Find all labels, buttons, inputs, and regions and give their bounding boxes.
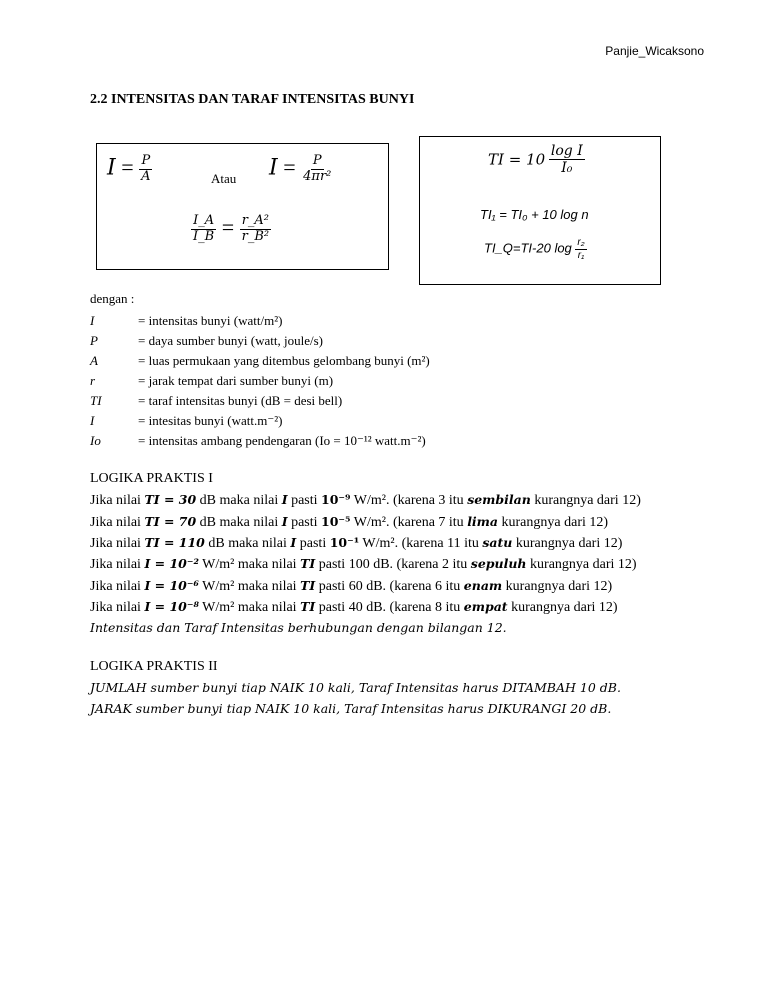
numerator-p: P	[141, 153, 151, 168]
denominator-ib: I_B	[193, 228, 215, 244]
logika1-line: Jika nilai I = 10⁻² W/m² maka nilai TI pasti 100 dB. (karena 2 itu sepuluh kurangnya dari 12)	[90, 556, 637, 572]
denominator-a: A	[141, 168, 151, 184]
numerator-ia: I_A	[193, 213, 215, 228]
logika1-line: Jika nilai TI = 30 dB maka nilai I pasti 10⁻⁹ W/m². (karena 3 itu sembilan kurangnya dari 12)	[90, 492, 641, 508]
numerator-p: P	[312, 153, 322, 168]
formula-ratio-ia-ib: $\frac{I\_A}{I\_B}$ = $\frac{\text{r\_A²}}{\text{r\_B²}}$	[193, 213, 270, 244]
logika1-line: Jika nilai TI = 70 dB maka nilai I pasti 10⁻⁵ W/m². (karena 7 itu lima kurangnya dari 12)	[90, 514, 609, 530]
logika2-title: LOGIKA PRAKTIS II	[90, 659, 218, 674]
denominator-i0: I₀	[561, 160, 573, 177]
numerator-log-i: log I	[550, 143, 583, 159]
logika1-line: Jika nilai TI = 110 dB maka nilai I pasti 10⁻¹ W/m². (karena 11 itu satu kurangnya dari 12)	[90, 535, 623, 551]
formula-i-equals-p-over-4pir2: I = $\frac{P}{\text{4πr²}}$	[269, 153, 332, 184]
formula-box-intensity	[96, 143, 389, 270]
denominator-r1: r₁	[577, 249, 585, 261]
formula-tiq: TI_Q=TI-20 log $\frac{\text{r₂}}{\text{r₁}}$	[484, 237, 585, 261]
logika1-conclusion: Intensitas dan Taraf Intensitas berhubungan dengan bilangan 12.	[90, 620, 507, 635]
numerator-ra2: r_A²	[241, 213, 270, 228]
logika2-line-jumlah: JUMLAH sumber bunyi tiap NAIK 10 kali, Taraf Intensitas harus DITAMBAH 10 dB.	[90, 680, 621, 695]
logika2-line-jarak: JARAK sumber bunyi tiap NAIK 10 kali, Taraf Intensitas harus DIKURANGI 20 dB.	[90, 701, 612, 716]
denominator-rb2: r_B²	[241, 228, 270, 244]
section-title: 2.2 INTENSITAS DAN TARAF INTENSITAS BUNYI	[90, 92, 415, 107]
formula-ti-log: TI = 10 $\frac{\text{log I}}{\text{I₀}}$	[488, 143, 583, 177]
definitions-intro: dengan :	[90, 291, 135, 306]
logika1-line: Jika nilai I = 10⁻⁸ W/m² maka nilai TI pasti 40 dB. (karena 8 itu empat kurangnya dari 12)	[90, 599, 618, 615]
denominator-4pir2: 4πr²	[303, 168, 332, 184]
author-header: Panjie_Wicaksono	[605, 44, 704, 58]
formula-ti1: TI₁ = TI₀ + 10 log n	[480, 207, 589, 222]
numerator-r2: r₂	[577, 237, 585, 248]
formula-box-taraf-intensitas	[419, 136, 661, 285]
logika1-line: Jika nilai I = 10⁻⁶ W/m² maka nilai TI pasti 60 dB. (karena 6 itu enam kurangnya dari 12)	[90, 578, 613, 594]
formula-i-equals-p-over-a: I = $\frac{P}{A}$	[107, 153, 151, 184]
logika1-title: LOGIKA PRAKTIS I	[90, 471, 213, 486]
or-label: Atau	[211, 171, 237, 186]
